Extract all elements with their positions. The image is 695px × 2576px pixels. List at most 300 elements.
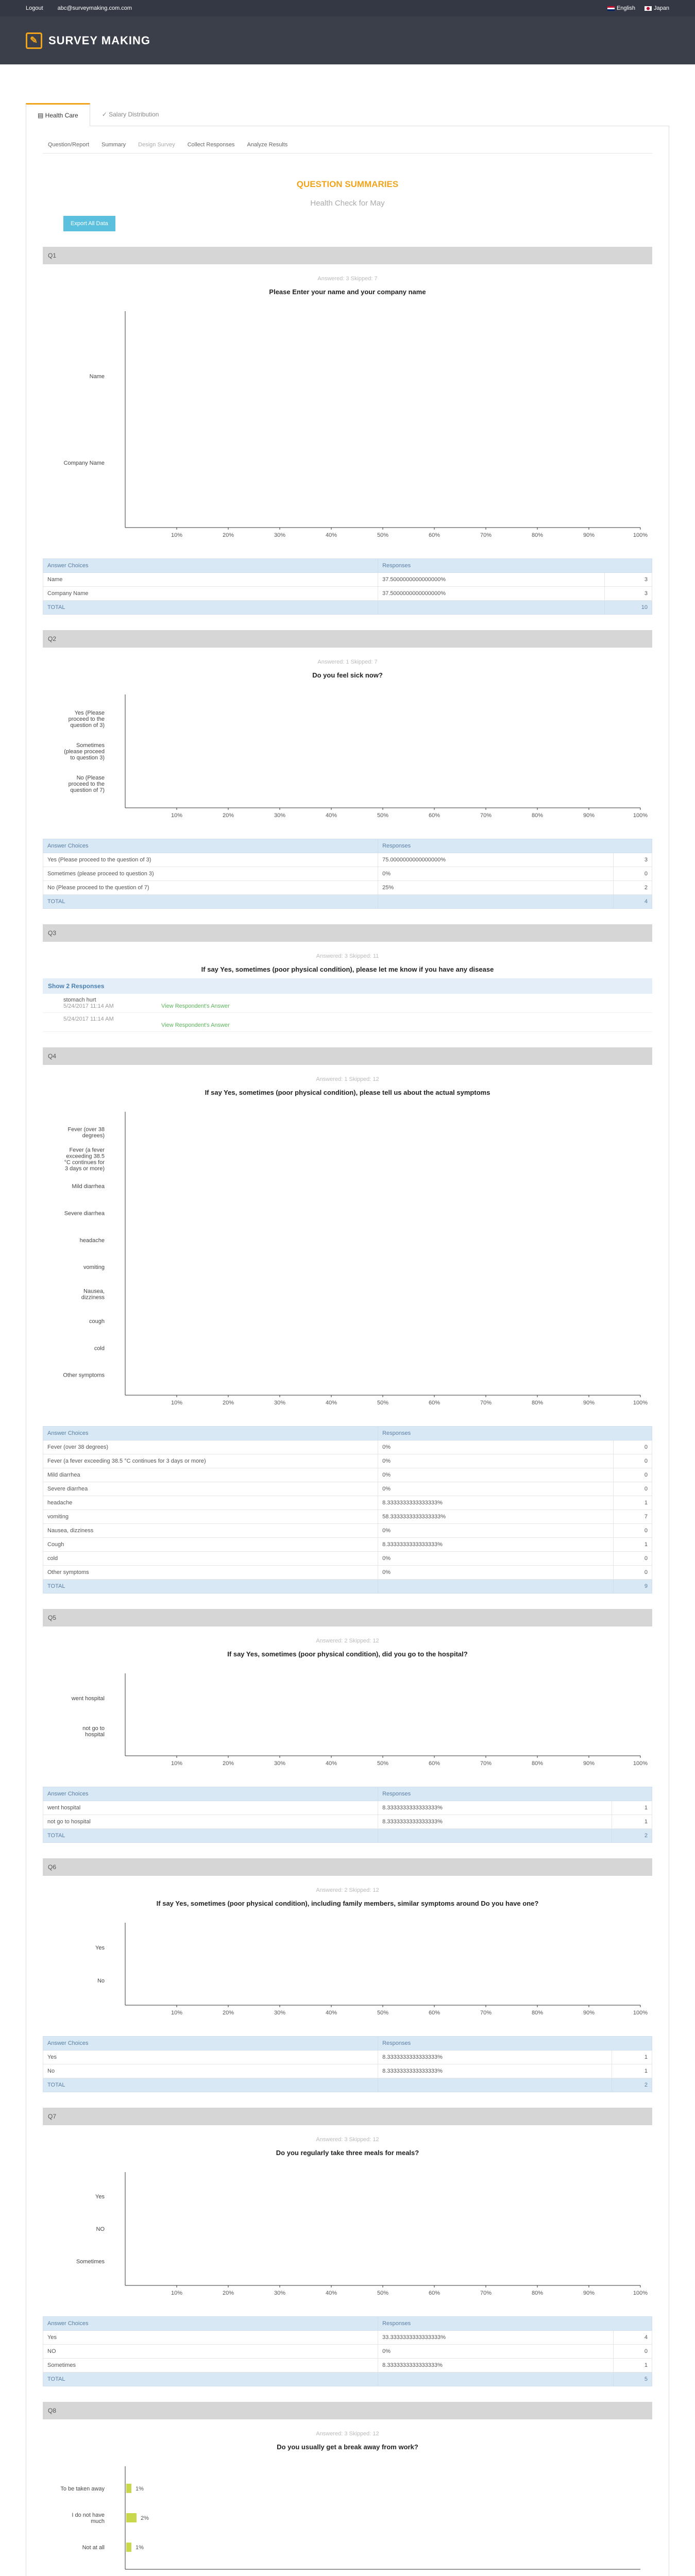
chart-tick-label: 50% bbox=[377, 2290, 389, 2296]
response-percent: 8.3333333333333333% bbox=[378, 2050, 612, 2064]
table-row bbox=[43, 1468, 652, 1482]
sub-navigation bbox=[43, 137, 652, 154]
response-table bbox=[43, 2036, 652, 2092]
response-table bbox=[43, 1787, 652, 1843]
answer-choice: Company Name bbox=[43, 587, 378, 601]
logout-link[interactable]: Logout bbox=[26, 5, 43, 11]
chart-tick-label: 10% bbox=[171, 2010, 183, 2016]
question-stats: Answered: 3 Skipped: 11 bbox=[316, 953, 379, 959]
question-text: If say Yes, sometimes (poor physical condition), did you go to the hospital? bbox=[227, 1650, 468, 1658]
chart-tick-label: 20% bbox=[222, 2290, 234, 2296]
chart-category-label: Nausea, dizziness bbox=[81, 1288, 105, 1301]
table-total-row bbox=[43, 2372, 652, 2386]
chart-category-label: headache bbox=[79, 1237, 105, 1244]
chart-tick-label: 20% bbox=[222, 812, 234, 819]
language-japan[interactable]: Japan bbox=[645, 5, 669, 11]
survey-tabs bbox=[26, 103, 669, 126]
question-section bbox=[43, 630, 652, 909]
response-percent: 37.5000000000000000% bbox=[378, 573, 605, 587]
table-row bbox=[43, 881, 652, 895]
question-id: Q3 bbox=[43, 924, 652, 942]
chart-tick-label: 80% bbox=[531, 2010, 544, 2016]
response-percent: 0% bbox=[378, 1482, 613, 1496]
chart-tick-label: 50% bbox=[377, 1400, 389, 1406]
table-row bbox=[43, 1801, 652, 1815]
japan-flag-icon bbox=[645, 6, 652, 11]
table-row bbox=[43, 2331, 652, 2345]
subtab-question-report[interactable]: Question/Report bbox=[48, 142, 90, 148]
chart-tick-label: 30% bbox=[274, 532, 286, 538]
chart-tick-label: 40% bbox=[325, 2290, 337, 2296]
answer-choice: Cough bbox=[43, 1538, 378, 1552]
answer-choice: Sometimes bbox=[43, 2359, 378, 2372]
total-count: 5 bbox=[613, 2372, 652, 2386]
response-count: 7 bbox=[613, 1510, 652, 1524]
chart-tick-label: 100% bbox=[633, 532, 648, 538]
total-count: 2 bbox=[612, 2078, 652, 2092]
chart-category-label: Yes bbox=[95, 1945, 105, 1951]
response-table bbox=[43, 2316, 652, 2386]
chart-tick-label: 70% bbox=[480, 2010, 492, 2016]
response-count: 1 bbox=[613, 2359, 652, 2372]
response-percent: 0% bbox=[378, 1468, 613, 1482]
answer-choice: cold bbox=[43, 1552, 378, 1566]
chart-tick-label: 60% bbox=[428, 2010, 440, 2016]
chart-category-label: Sometimes (please proceed to question 3) bbox=[64, 742, 105, 761]
chart-tick-label: 40% bbox=[325, 2010, 337, 2016]
chart-category-label: Not at all bbox=[82, 2545, 105, 2551]
question-stats: Answered: 2 Skipped: 12 bbox=[316, 1887, 379, 1893]
total-count: 4 bbox=[613, 895, 652, 909]
question-section bbox=[43, 247, 652, 615]
answer-choice: No (Please proceed to the question of 7) bbox=[43, 881, 378, 895]
chart-svg bbox=[43, 1663, 651, 1776]
chart-tick-label: 70% bbox=[480, 532, 492, 538]
chart-tick-label: 50% bbox=[377, 812, 389, 819]
question-id: Q1 bbox=[43, 247, 652, 264]
site-header bbox=[0, 16, 695, 64]
question-text: If say Yes, sometimes (poor physical condition), please tell us about the actual symptoms bbox=[205, 1089, 490, 1096]
answer-choice: Yes bbox=[43, 2331, 378, 2345]
response-count: 0 bbox=[613, 1468, 652, 1482]
chart-tick-label: 100% bbox=[633, 2290, 648, 2296]
table-row bbox=[43, 1524, 652, 1538]
response-count: 0 bbox=[613, 1524, 652, 1538]
chart-tick-label: 70% bbox=[480, 1760, 492, 1767]
chart-category-label: I do not have much bbox=[72, 2512, 105, 2524]
question-list bbox=[43, 247, 652, 2576]
answer-choice: Nausea, dizziness bbox=[43, 1524, 378, 1538]
chart-category-label: Mild diarrhea bbox=[72, 1183, 105, 1190]
question-id: Q7 bbox=[43, 2108, 652, 2125]
bar-chart bbox=[43, 684, 652, 828]
answer-choice: Fever (over 38 degrees) bbox=[43, 1440, 378, 1454]
subtab-summary[interactable]: Summary bbox=[101, 142, 126, 148]
question-stats: Answered: 1 Skipped: 12 bbox=[316, 1076, 379, 1082]
table-row bbox=[43, 2345, 652, 2359]
chart-tick-label: 40% bbox=[325, 812, 337, 819]
col-answer-choices: Answer Choices bbox=[43, 839, 378, 853]
question-id: Q6 bbox=[43, 1858, 652, 1876]
response-count: 1 bbox=[612, 2050, 652, 2064]
total-label: TOTAL bbox=[43, 2372, 378, 2386]
answer-choice: Mild diarrhea bbox=[43, 1468, 378, 1482]
chart-tick-label: 60% bbox=[428, 2290, 440, 2296]
total-spacer bbox=[378, 2372, 613, 2386]
view-respondent-link[interactable]: View Respondent's Answer bbox=[161, 1022, 230, 1028]
chart-tick-label: 100% bbox=[633, 1760, 648, 1767]
chart-tick-label: 90% bbox=[583, 1760, 595, 1767]
chart-category-label: went hospital bbox=[71, 1696, 105, 1702]
col-responses: Responses bbox=[378, 1427, 652, 1440]
response-table bbox=[43, 1426, 652, 1594]
col-responses: Responses bbox=[378, 2037, 652, 2050]
chart-category-label: To be taken away bbox=[60, 2485, 105, 2492]
col-answer-choices: Answer Choices bbox=[43, 2317, 378, 2331]
answer-choice: Yes bbox=[43, 2050, 378, 2064]
total-label: TOTAL bbox=[43, 2078, 378, 2092]
uk-flag-icon bbox=[607, 6, 615, 11]
chart-svg bbox=[43, 2456, 651, 2576]
survey-panel bbox=[26, 126, 669, 2576]
response-value: stomach hurt bbox=[63, 997, 96, 1003]
chart-tick-label: 10% bbox=[171, 1400, 183, 1406]
survey-name: Health Check for May bbox=[310, 199, 385, 208]
view-respondent-link[interactable]: View Respondent's Answer bbox=[161, 1003, 230, 1009]
response-percent: 8.3333333333333333% bbox=[378, 2064, 612, 2078]
question-stats: Answered: 3 Skipped: 12 bbox=[316, 2137, 379, 2143]
response-count: 1 bbox=[612, 1801, 652, 1815]
question-stats: Answered: 1 Skipped: 7 bbox=[317, 659, 378, 665]
chart-tick-label: 30% bbox=[274, 1400, 286, 1406]
chart-category-label: cold bbox=[94, 1345, 105, 1352]
answer-choice: vomiting bbox=[43, 1510, 378, 1524]
chart-tick-label: 100% bbox=[633, 812, 648, 819]
table-row bbox=[43, 1510, 652, 1524]
chart-tick-label: 50% bbox=[377, 532, 389, 538]
chart-svg bbox=[43, 301, 651, 548]
chart-category-label: Fever (over 38 degrees) bbox=[67, 1126, 105, 1139]
total-count: 9 bbox=[613, 1580, 652, 1594]
question-id: Q5 bbox=[43, 1609, 652, 1626]
chart-category-label: vomiting bbox=[83, 1264, 105, 1271]
total-spacer bbox=[378, 1829, 612, 1843]
subtab-design-survey[interactable]: Design Survey bbox=[138, 142, 175, 148]
chart-svg bbox=[43, 1101, 651, 1416]
table-row bbox=[43, 573, 652, 587]
chart-tick-label: 90% bbox=[583, 2290, 595, 2296]
col-responses: Responses bbox=[378, 559, 652, 573]
bar-chart bbox=[43, 1101, 652, 1416]
total-spacer bbox=[378, 2078, 612, 2092]
chart-tick-label: 90% bbox=[583, 2010, 595, 2016]
response-count: 0 bbox=[613, 1552, 652, 1566]
table-total-row bbox=[43, 895, 652, 909]
response-count: 2 bbox=[613, 881, 652, 895]
answer-choice: Yes (Please proceed to the question of 3) bbox=[43, 853, 378, 867]
logo[interactable] bbox=[26, 32, 150, 49]
response-time: 5/24/2017 11:14 AM bbox=[63, 1016, 114, 1022]
total-label: TOTAL bbox=[43, 895, 378, 909]
response-table bbox=[43, 558, 652, 615]
chart-category-label: Severe diarrhea bbox=[64, 1210, 105, 1217]
subtab-collect-responses[interactable]: Collect Responses bbox=[187, 142, 235, 148]
user-email: abc@surveymaking.com.com bbox=[57, 5, 132, 11]
answer-choice: No bbox=[43, 2064, 378, 2078]
chart-tick-label: 90% bbox=[583, 1400, 595, 1406]
bar-chart bbox=[43, 301, 652, 548]
chart-tick-label: 80% bbox=[531, 532, 544, 538]
col-answer-choices: Answer Choices bbox=[43, 1787, 378, 1801]
chart-tick-label: 20% bbox=[222, 2010, 234, 2016]
bar-chart bbox=[43, 1912, 652, 2026]
response-percent: 8.3333333333333333% bbox=[378, 1801, 612, 1815]
pencil-icon: ✎ bbox=[26, 32, 42, 49]
response-count: 0 bbox=[613, 867, 652, 881]
table-row bbox=[43, 1815, 652, 1829]
chart-category-label: Yes bbox=[95, 2194, 105, 2200]
response-count: 1 bbox=[613, 1538, 652, 1552]
table-total-row bbox=[43, 1829, 652, 1843]
chart-tick-label: 80% bbox=[531, 1400, 544, 1406]
chart-tick-label: 40% bbox=[325, 1400, 337, 1406]
chart-category-label: Fever (a fever exceeding 38.5 °C continues for 3 days or more) bbox=[64, 1147, 105, 1172]
chart-category-label: NO bbox=[96, 2226, 105, 2232]
bar-chart bbox=[43, 2456, 652, 2576]
table-total-row bbox=[43, 2078, 652, 2092]
chart-tick-label: 30% bbox=[274, 2010, 286, 2016]
chart-svg bbox=[43, 1912, 651, 2026]
response-row bbox=[43, 994, 652, 1013]
question-text: Do you regularly take three meals for meals? bbox=[276, 2149, 419, 2157]
response-percent: 25% bbox=[378, 881, 613, 895]
response-percent: 8.3333333333333333% bbox=[378, 1538, 613, 1552]
response-meta bbox=[63, 1016, 161, 1028]
chart-tick-label: 70% bbox=[480, 2290, 492, 2296]
total-label: TOTAL bbox=[43, 601, 378, 615]
chart-data-label: 2% bbox=[141, 2515, 149, 2521]
response-count: 4 bbox=[613, 2331, 652, 2345]
table-row bbox=[43, 2050, 652, 2064]
response-count: 0 bbox=[613, 2345, 652, 2359]
table-row bbox=[43, 867, 652, 881]
question-section bbox=[43, 2402, 652, 2576]
chart-tick-label: 80% bbox=[531, 2290, 544, 2296]
chart-tick-label: 60% bbox=[428, 1400, 440, 1406]
total-count: 2 bbox=[612, 1829, 652, 1843]
response-percent: 0% bbox=[378, 1552, 613, 1566]
chart-tick-label: 100% bbox=[633, 1400, 648, 1406]
question-section bbox=[43, 924, 652, 1032]
answer-choice: Name bbox=[43, 573, 378, 587]
question-text: Please Enter your name and your company name bbox=[269, 288, 426, 296]
response-percent: 8.3333333333333333% bbox=[378, 1815, 612, 1829]
answer-choice: Severe diarrhea bbox=[43, 1482, 378, 1496]
response-count: 0 bbox=[613, 1566, 652, 1580]
chart-data-label: 1% bbox=[135, 2485, 144, 2492]
response-count: 1 bbox=[613, 1496, 652, 1510]
chart-tick-label: 60% bbox=[428, 532, 440, 538]
response-percent: 0% bbox=[378, 1454, 613, 1468]
response-count: 0 bbox=[613, 1482, 652, 1496]
response-percent: 8.3333333333333333% bbox=[378, 2359, 613, 2372]
response-count: 0 bbox=[613, 1454, 652, 1468]
table-total-row bbox=[43, 601, 652, 615]
response-percent: 75.0000000000000000% bbox=[378, 853, 613, 867]
response-count: 0 bbox=[613, 1440, 652, 1454]
logo-text: SURVEY MAKING bbox=[48, 33, 151, 47]
response-row bbox=[43, 1013, 652, 1032]
total-count: 10 bbox=[605, 601, 652, 615]
chart-tick-label: 10% bbox=[171, 812, 183, 819]
chart-tick-label: 50% bbox=[377, 1760, 389, 1767]
table-row bbox=[43, 1454, 652, 1468]
chart-tick-label: 30% bbox=[274, 1760, 286, 1767]
check-icon: ✓ bbox=[101, 111, 109, 118]
question-text: Do you feel sick now? bbox=[312, 671, 383, 679]
subtab-analyze-results[interactable]: Analyze Results bbox=[247, 142, 288, 148]
chart-tick-label: 100% bbox=[633, 2010, 648, 2016]
response-meta bbox=[63, 997, 161, 1009]
top-bar bbox=[0, 0, 695, 16]
table-row bbox=[43, 2359, 652, 2372]
question-stats: Answered: 3 Skipped: 12 bbox=[316, 2431, 379, 2437]
answer-choice: Fever (a fever exceeding 38.5 °C continues for 3 days or more) bbox=[43, 1454, 378, 1468]
question-section bbox=[43, 1047, 652, 1594]
response-count: 1 bbox=[612, 1815, 652, 1829]
bar-chart bbox=[43, 2162, 652, 2306]
chart-tick-label: 60% bbox=[428, 812, 440, 819]
table-row bbox=[43, 1566, 652, 1580]
col-answer-choices: Answer Choices bbox=[43, 2037, 378, 2050]
response-percent: 58.3333333333333333% bbox=[378, 1510, 613, 1524]
bar-chart bbox=[43, 1663, 652, 1776]
table-row bbox=[43, 1496, 652, 1510]
chart-category-label: Name bbox=[89, 374, 105, 380]
col-answer-choices: Answer Choices bbox=[43, 559, 378, 573]
response-count: 3 bbox=[605, 573, 652, 587]
chart-tick-label: 70% bbox=[480, 812, 492, 819]
chart-tick-label: 10% bbox=[171, 2290, 183, 2296]
answer-choice: headache bbox=[43, 1496, 378, 1510]
chart-tick-label: 40% bbox=[325, 1760, 337, 1767]
chart-tick-label: 30% bbox=[274, 2290, 286, 2296]
chart-tick-label: 20% bbox=[222, 532, 234, 538]
question-id: Q4 bbox=[43, 1047, 652, 1065]
chart-tick-label: 50% bbox=[377, 2010, 389, 2016]
chart-bar bbox=[126, 2484, 131, 2493]
table-row bbox=[43, 1552, 652, 1566]
chart-tick-label: 90% bbox=[583, 532, 595, 538]
table-row bbox=[43, 853, 652, 867]
answer-choice: not go to hospital bbox=[43, 1815, 378, 1829]
total-label: TOTAL bbox=[43, 1580, 378, 1594]
table-row bbox=[43, 2064, 652, 2078]
chart-tick-label: 30% bbox=[274, 812, 286, 819]
question-text: If say Yes, sometimes (poor physical condition), including family members, similar symptoms around Do you have one? bbox=[156, 1900, 539, 1907]
response-percent: 0% bbox=[378, 1524, 613, 1538]
response-percent: 0% bbox=[378, 1566, 613, 1580]
col-responses: Responses bbox=[378, 1787, 652, 1801]
chart-tick-label: 20% bbox=[222, 1760, 234, 1767]
chart-tick-label: 10% bbox=[171, 1760, 183, 1767]
chart-bar bbox=[126, 2513, 137, 2522]
total-spacer bbox=[378, 1580, 613, 1594]
table-row bbox=[43, 1482, 652, 1496]
question-text: Do you usually get a break away from work? bbox=[277, 2443, 418, 2451]
question-stats: Answered: 2 Skipped: 12 bbox=[316, 1638, 379, 1644]
chart-svg bbox=[43, 2162, 651, 2306]
response-table bbox=[43, 839, 652, 909]
response-count: 3 bbox=[613, 853, 652, 867]
total-label: TOTAL bbox=[43, 1829, 378, 1843]
language-english[interactable]: English bbox=[607, 5, 635, 11]
chart-category-label: Other symptoms bbox=[63, 1372, 105, 1379]
chart-tick-label: 40% bbox=[325, 532, 337, 538]
chart-tick-label: 80% bbox=[531, 1760, 544, 1767]
chart-tick-label: 60% bbox=[428, 1760, 440, 1767]
question-section bbox=[43, 1858, 652, 2092]
chart-category-label: cough bbox=[89, 1318, 105, 1325]
total-spacer bbox=[378, 601, 605, 615]
chart-bar bbox=[126, 2543, 131, 2552]
response-percent: 0% bbox=[378, 1440, 613, 1454]
answer-choice: Other symptoms bbox=[43, 1566, 378, 1580]
response-percent: 37.5000000000000000% bbox=[378, 587, 605, 601]
answer-choice: Sometimes (please proceed to question 3) bbox=[43, 867, 378, 881]
col-responses: Responses bbox=[378, 2317, 652, 2331]
chart-category-label: No (Please proceed to the question of 7) bbox=[68, 774, 105, 793]
response-time: 5/24/2017 11:14 AM bbox=[63, 1003, 114, 1009]
col-responses: Responses bbox=[378, 839, 652, 853]
chart-tick-label: 90% bbox=[583, 812, 595, 819]
chart-data-label: 1% bbox=[135, 2545, 144, 2551]
table-row bbox=[43, 1538, 652, 1552]
export-all-data-button[interactable]: Export All Data bbox=[63, 216, 115, 231]
chart-tick-label: 10% bbox=[171, 532, 183, 538]
total-spacer bbox=[378, 895, 613, 909]
chart-category-label: Yes (Please proceed to the question of 3) bbox=[68, 710, 105, 729]
response-percent: 33.3333333333333333% bbox=[378, 2331, 613, 2345]
response-count: 3 bbox=[605, 587, 652, 601]
tab-health-care[interactable]: ▤ Health Care bbox=[26, 103, 90, 126]
question-stats: Answered: 3 Skipped: 7 bbox=[317, 276, 378, 282]
chart-tick-label: 20% bbox=[222, 1400, 234, 1406]
tab-salary-distribution[interactable]: ✓ Salary Distribution bbox=[101, 111, 159, 118]
response-percent: 0% bbox=[378, 2345, 613, 2359]
question-text: If say Yes, sometimes (poor physical condition), please let me know if you have any disease bbox=[201, 965, 494, 973]
chart-tick-label: 70% bbox=[480, 1400, 492, 1406]
summary-title: QUESTION SUMMARIES bbox=[296, 179, 399, 189]
response-percent: 0% bbox=[378, 867, 613, 881]
chart-svg bbox=[43, 684, 651, 828]
question-id: Q2 bbox=[43, 630, 652, 648]
table-total-row bbox=[43, 1580, 652, 1594]
table-row bbox=[43, 587, 652, 601]
answer-choice: NO bbox=[43, 2345, 378, 2359]
chart-icon: ▤ bbox=[38, 112, 45, 119]
chart-tick-label: 80% bbox=[531, 812, 544, 819]
show-responses-toggle[interactable]: Show 2 Responses bbox=[43, 978, 652, 994]
response-count: 1 bbox=[612, 2064, 652, 2078]
response-percent: 8.3333333333333333% bbox=[378, 1496, 613, 1510]
question-section bbox=[43, 2108, 652, 2386]
chart-category-label: not go to hospital bbox=[82, 1725, 105, 1738]
answer-choice: went hospital bbox=[43, 1801, 378, 1815]
question-section bbox=[43, 1609, 652, 1843]
chart-category-label: No bbox=[97, 1978, 105, 1984]
table-row bbox=[43, 1440, 652, 1454]
